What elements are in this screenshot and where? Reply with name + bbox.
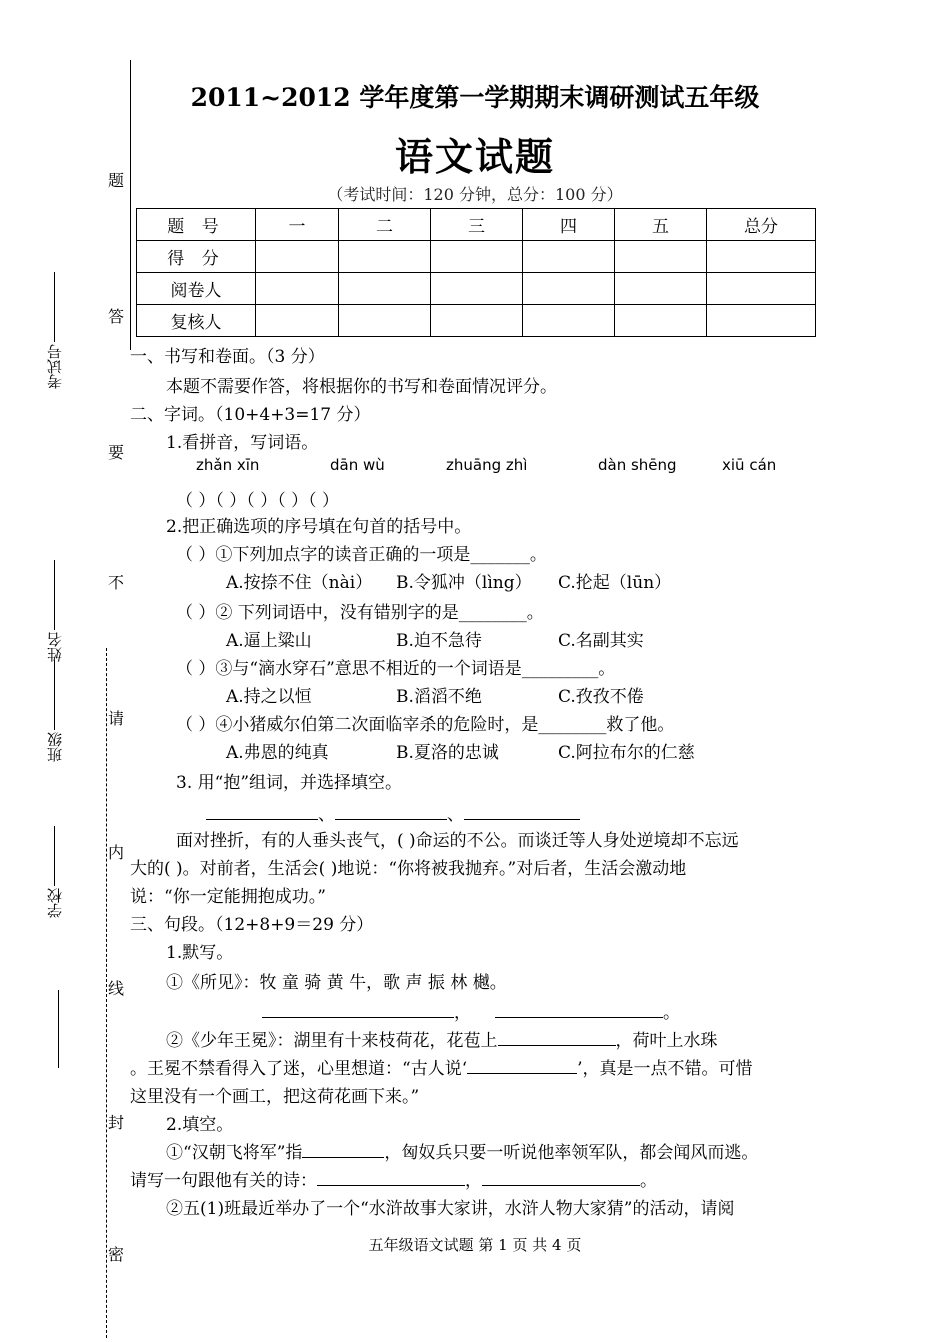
s3-q2-title: 2.填空。 bbox=[166, 1115, 234, 1135]
exam-number-blank[interactable] bbox=[55, 272, 56, 342]
q3-separator: 、 bbox=[318, 805, 335, 825]
section2-heading: 二、字词。（10+4+3=17 分） bbox=[130, 405, 371, 425]
score-col-header: 题 号 bbox=[137, 209, 256, 241]
fill-text: 。 bbox=[640, 1171, 657, 1191]
seal-char: 要 bbox=[108, 443, 125, 462]
pinyin-item: dàn shēng bbox=[598, 456, 677, 474]
s3-q1-title: 1.默写。 bbox=[166, 943, 234, 963]
general-blank[interactable] bbox=[302, 1143, 384, 1158]
score-cell[interactable] bbox=[339, 273, 431, 305]
exam-title-line1: 2011~2012 学年度第一学期期末调研测试五年级 bbox=[190, 83, 760, 112]
score-cell[interactable] bbox=[523, 305, 615, 337]
choice-option: C.抡起（lūn） bbox=[558, 573, 672, 593]
q3-blanks[interactable] bbox=[206, 800, 580, 825]
choice-stem[interactable]: （ ）③与“滴水穿石”意思不相近的一个词语是_________。 bbox=[176, 659, 616, 679]
poem-line-blank[interactable] bbox=[317, 1171, 465, 1186]
choice-option: B.滔滔不绝 bbox=[396, 687, 482, 707]
seal-char: 密 bbox=[108, 1245, 125, 1264]
wangmian-text: ’，真是一点不错。可惜 bbox=[577, 1059, 753, 1079]
q3-paragraph-line: 说：“你一定能拥抱成功。” bbox=[130, 887, 326, 907]
score-col-header: 一 bbox=[256, 209, 339, 241]
pinyin-item: dān wù bbox=[330, 456, 385, 474]
wangmian-text: ②《少年王冕》：湖里有十来枝荷花，花苞上 bbox=[166, 1031, 498, 1051]
seal-char: 封 bbox=[108, 1113, 125, 1132]
seal-char: 请 bbox=[108, 709, 125, 728]
choice-option: B.令狐冲（lìng） bbox=[396, 573, 532, 593]
poem-separator: 。 bbox=[663, 1003, 680, 1023]
fill-text: ， bbox=[465, 1171, 482, 1191]
answer-brackets[interactable]: （ ）（ ）（ ）（ ）（ ） bbox=[176, 491, 340, 511]
score-col-header: 二 bbox=[339, 209, 431, 241]
q3-blank[interactable] bbox=[335, 805, 447, 820]
wangmian-text: ，荷叶上水珠 bbox=[615, 1031, 718, 1051]
q3-blank[interactable] bbox=[464, 805, 580, 820]
seal-char: 答 bbox=[108, 307, 125, 326]
page-footer: 五年级语文试题 第 1 页 共 4 页 bbox=[368, 1236, 582, 1254]
exam-subtitle: （考试时间：120 分钟，总分：100 分） bbox=[327, 185, 623, 204]
score-row-label: 阅卷人 bbox=[137, 273, 256, 305]
score-cell[interactable] bbox=[523, 273, 615, 305]
score-cell[interactable] bbox=[523, 241, 615, 273]
fill-text: ①“汉朝飞将军”指 bbox=[166, 1143, 303, 1163]
section1-text: 本题不需要作答，将根据你的书写和卷面情况评分。 bbox=[166, 377, 557, 397]
section3-heading: 三、句段。（12+8+9＝29 分） bbox=[130, 915, 374, 935]
q3-paragraph-line: 大的( )。对前者，生活会( )地说：“你将被我抛弃。”对后者，生活会激动地 bbox=[130, 859, 687, 879]
q2-title: 2.把正确选项的序号填在句首的括号中。 bbox=[166, 517, 472, 537]
q3-paragraph-line: 面对挫折，有的人垂头丧气，( )命运的不公。而谈迁等人身处逆境却不忘远 bbox=[176, 831, 739, 851]
score-col-header: 总分 bbox=[707, 209, 816, 241]
wangmian-blank[interactable] bbox=[498, 1031, 616, 1046]
score-cell[interactable] bbox=[431, 305, 523, 337]
class-field bbox=[44, 660, 65, 762]
choice-option: A.逼上粱山 bbox=[226, 631, 312, 651]
class-label: 班级 bbox=[46, 732, 64, 762]
choice-stem[interactable]: （ ）② 下列词语中，没有错别字的是________。 bbox=[176, 603, 544, 623]
score-table-row bbox=[137, 241, 816, 273]
score-cell[interactable] bbox=[431, 241, 523, 273]
wangmian-text: 。王冕不禁看得入了迷，心里想道：“古人说‘ bbox=[130, 1059, 468, 1079]
score-cell[interactable] bbox=[707, 273, 816, 305]
score-cell[interactable] bbox=[256, 241, 339, 273]
fill-line3: ②五(1)班最近举办了一个“水浒故事大家讲，水浒人物大家猜”的活动，请阅 bbox=[166, 1199, 735, 1219]
score-col-header: 三 bbox=[431, 209, 523, 241]
choice-option: A.按捺不住（nài） bbox=[226, 573, 373, 593]
exam-title-line2: 语文试题 bbox=[394, 134, 555, 179]
score-table-row bbox=[137, 273, 816, 305]
q3-title: 3. 用“抱”组词，并选择填空。 bbox=[176, 773, 403, 793]
exam-number-label: 考试号 bbox=[46, 344, 64, 389]
school-field bbox=[44, 826, 65, 918]
margin-underline bbox=[58, 990, 59, 1068]
seal-char: 内 bbox=[108, 843, 125, 862]
fill-line1 bbox=[166, 1138, 758, 1163]
fill-text: 请写一句跟他有关的诗： bbox=[130, 1171, 317, 1191]
poem-blank[interactable] bbox=[495, 1003, 663, 1018]
class-blank[interactable] bbox=[55, 660, 56, 730]
poem-blanks[interactable] bbox=[262, 998, 680, 1023]
name-field bbox=[44, 560, 65, 662]
score-row-label: 得 分 bbox=[137, 241, 256, 273]
score-cell[interactable] bbox=[339, 305, 431, 337]
name-label: 姓名 bbox=[46, 632, 64, 662]
score-cell[interactable] bbox=[431, 273, 523, 305]
wangmian-blank[interactable] bbox=[467, 1059, 577, 1074]
score-cell[interactable] bbox=[707, 241, 816, 273]
pinyin-item: zhǎn xīn bbox=[196, 456, 260, 474]
score-table-row bbox=[137, 305, 816, 337]
poem-separator: ， bbox=[454, 1003, 471, 1023]
fill-text: ，匈奴兵只要一听说他率领军队，都会闻风而逃。 bbox=[384, 1143, 759, 1163]
score-cell[interactable] bbox=[256, 305, 339, 337]
exam-number-field bbox=[44, 272, 65, 389]
score-cell[interactable] bbox=[339, 241, 431, 273]
poem-blank[interactable] bbox=[262, 1003, 454, 1018]
poem-line: ①《所见》：牧 童 骑 黄 牛，歌 声 振 林 樾。 bbox=[166, 973, 507, 993]
score-cell[interactable] bbox=[615, 305, 707, 337]
score-col-header: 四 bbox=[523, 209, 615, 241]
seal-char: 不 bbox=[108, 573, 125, 592]
school-blank[interactable] bbox=[55, 826, 56, 886]
score-cell[interactable] bbox=[615, 273, 707, 305]
wangmian-line3: 这里没有一个画工，把这荷花画下来。” bbox=[130, 1087, 420, 1107]
name-blank[interactable] bbox=[55, 560, 56, 630]
pinyin-item: zhuāng zhì bbox=[446, 456, 528, 474]
choice-stem[interactable]: （ ）④小猪威尔伯第二次面临宰杀的危险时，是________救了他。 bbox=[176, 715, 675, 735]
q3-blank[interactable] bbox=[206, 805, 318, 820]
poem-line-blank[interactable] bbox=[482, 1171, 640, 1186]
q1-title: 1.看拼音，写词语。 bbox=[166, 433, 319, 453]
school-label: 学校 bbox=[46, 888, 64, 918]
wangmian-line1 bbox=[166, 1026, 718, 1051]
choice-option: C.名副其实 bbox=[558, 631, 644, 651]
choice-option: C.孜孜不倦 bbox=[558, 687, 644, 707]
choice-option: B.迫不急待 bbox=[396, 631, 482, 651]
score-row-label: 复核人 bbox=[137, 305, 256, 337]
score-table bbox=[136, 208, 816, 337]
section1-heading: 一、书写和卷面。（3 分） bbox=[130, 347, 325, 367]
seal-char: 线 bbox=[108, 979, 125, 998]
fill-line2 bbox=[130, 1166, 657, 1191]
score-cell[interactable] bbox=[256, 273, 339, 305]
choice-option: A.持之以恒 bbox=[226, 687, 312, 707]
wangmian-line2 bbox=[130, 1054, 753, 1079]
score-table-header bbox=[137, 209, 816, 241]
q3-separator: 、 bbox=[447, 805, 464, 825]
choice-option: A.弗恩的纯真 bbox=[226, 743, 329, 763]
choice-option: C.阿拉布尔的仁慈 bbox=[558, 743, 695, 763]
seal-char: 题 bbox=[108, 171, 125, 190]
score-col-header: 五 bbox=[615, 209, 707, 241]
score-cell[interactable] bbox=[707, 305, 816, 337]
score-cell[interactable] bbox=[615, 241, 707, 273]
pinyin-item: xiū cán bbox=[722, 456, 777, 474]
choice-stem[interactable]: （ ）①下列加点字的读音正确的一项是_______。 bbox=[176, 545, 547, 565]
choice-option: B.夏洛的忠诚 bbox=[396, 743, 499, 763]
